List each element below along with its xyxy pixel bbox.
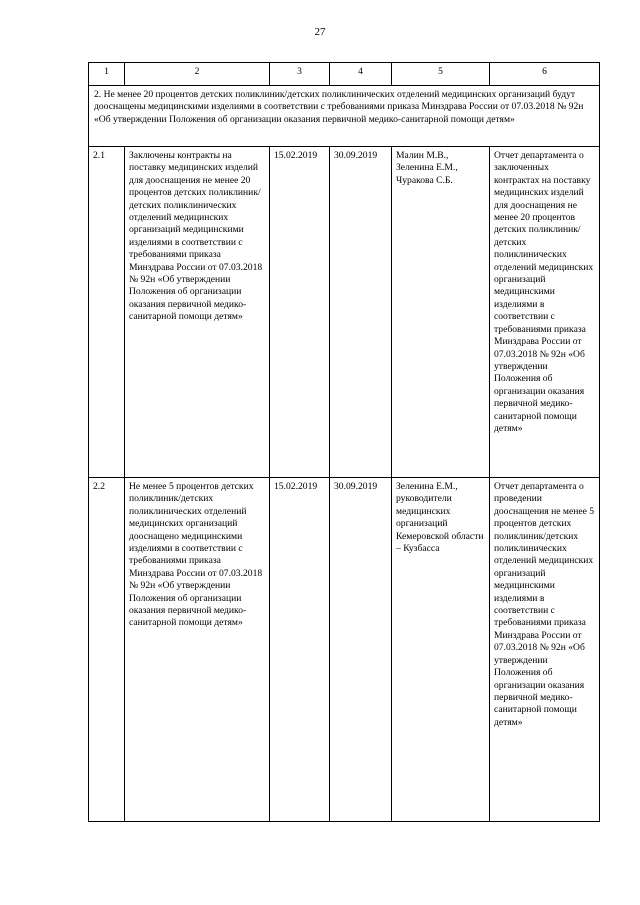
section-title: 2. Не менее 20 процентов детских поликлиник/детских поликлинических отделений медицинских организаций будут дооснащены медицинскими изделиями в соответствии с требованиями приказа Минздрава России от 07.03.2018 № 92н «Об утверждении Положения об организации оказания первичной медико-санитарной помощи детям»: [89, 86, 600, 147]
column-header: 5: [392, 63, 490, 86]
expected-result: Отчет департамента о заключенных контрактах на поставку медицинских изделий для дооснащения не менее 20 процентов детских поликлиник/детских поликлинических отделений медицинских организаций медицинскими изделиями в соответствии с требованиями приказа Минздрава России от 07.03.2018 № 92н «Об утверждении Положения об организации оказания первичной медико-санитарной помощи детям»: [490, 147, 600, 478]
end-date: 30.09.2019: [330, 478, 392, 822]
table-row: [89, 478, 600, 822]
table-row: [89, 147, 600, 478]
expected-result: Отчет департамента о проведении дооснащения не менее 5 процентов детских поликлиник/детских поликлинических отделений медицинских организаций медицинскими изделиями в соответствии с требованиями приказа Минздрава России от 07.03.2018 № 92н «Об утверждении Положения об организации оказания первичной медико-санитарной помощи детям»: [490, 478, 600, 822]
event-description: Заключены контракты на поставку медицинских изделий для дооснащения не менее 20 процентов детских поликлиник/детских поликлинических отделений медицинских организаций медицинскими изделиями в соответствии с требованиями приказа Минздрава России от 07.03.2018 № 92н «Об утверждении Положения об организации оказания первичной медико-санитарной помощи детям»: [125, 147, 270, 478]
start-date: 15.02.2019: [270, 478, 330, 822]
column-header: 1: [89, 63, 125, 86]
column-header: 2: [125, 63, 270, 86]
responsible-persons: Малин М.В., Зеленина Е.М., Чуракова С.Б.: [392, 147, 490, 478]
section-row: [89, 86, 600, 147]
column-header: 6: [490, 63, 600, 86]
table-header-row: [89, 63, 600, 86]
column-header: 3: [270, 63, 330, 86]
responsible-persons: Зеленина Е.М., руководители медицинских организаций Кемеровской области – Кузбасса: [392, 478, 490, 822]
column-header: 4: [330, 63, 392, 86]
start-date: 15.02.2019: [270, 147, 330, 478]
row-number: 2.2: [89, 478, 125, 822]
row-number: 2.1: [89, 147, 125, 478]
event-description: Не менее 5 процентов детских поликлиник/детских поликлинических отделений медицинских организаций дооснащено медицинскими изделиями в соответствии с требованиями приказа Минздрава России от 07.03.2018 № 92н «Об утверждении Положения об организации оказания первичной медико-санитарной помощи детям»: [125, 478, 270, 822]
plan-table: [88, 62, 600, 822]
page-number: 27: [314, 26, 326, 38]
end-date: 30.09.2019: [330, 147, 392, 478]
